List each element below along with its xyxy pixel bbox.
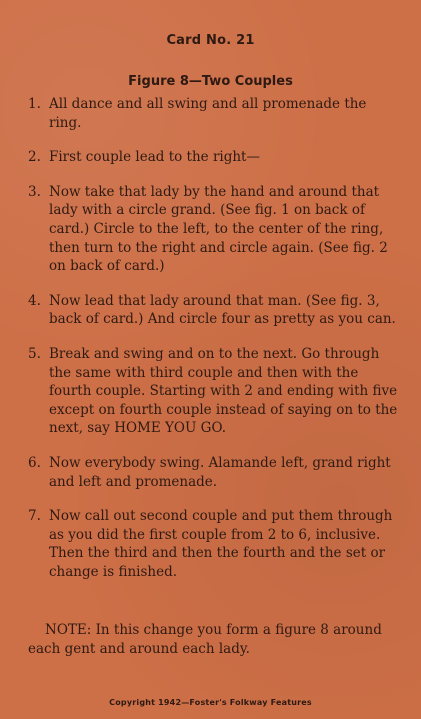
step-text: Now take that lady by the hand and around that lady with a circle grand. (See fig. 1 on back of card.) Circle to the left, to the center of the ring, then turn to the right and circle again. (See fig. 2 on back of card.) bbox=[49, 183, 388, 275]
step-item bbox=[28, 292, 398, 329]
step-number: 1. bbox=[28, 96, 41, 112]
figure-title: Figure 8—Two Couples bbox=[128, 74, 293, 89]
card-number: Card No. 21 bbox=[166, 33, 255, 48]
step-text: Now lead that lady around that man. (See fig. 3, back of card.) And circle four as pretty as you can. bbox=[49, 292, 396, 328]
step-number: 7. bbox=[28, 508, 41, 525]
step-text: First couple lead to the right— bbox=[49, 149, 260, 166]
step-text: Break and swing and on to the next. Go through the same with third couple and then with the fourth couple. Starting with 2 and ending with five except on fourth couple instead of saying on to the next, say HOME YOU GO. bbox=[49, 345, 398, 437]
step-item bbox=[28, 95, 398, 132]
copyright-line: Copyright 1942—Foster's Folkway Features bbox=[109, 698, 312, 707]
step-item bbox=[28, 454, 398, 491]
step-number: 4. bbox=[28, 292, 41, 309]
step-number: 5. bbox=[28, 345, 41, 362]
step-item bbox=[28, 345, 398, 438]
step-item bbox=[28, 507, 398, 581]
step-text: Now call out second couple and put them through as you did the first couple from 2 to 6, inclusive. Then the third and then the fourth and the set or change is finished. bbox=[49, 508, 393, 580]
note-text: NOTE: In this change you form a figure 8 around each gent and around each lady. bbox=[28, 622, 382, 657]
step-number: 6. bbox=[28, 454, 41, 471]
step-number: 2. bbox=[28, 149, 41, 166]
step-number: 3. bbox=[28, 183, 41, 200]
step-text: All dance and all swing and all promenade the ring. bbox=[49, 96, 367, 131]
step-list bbox=[28, 95, 398, 597]
step-item bbox=[28, 183, 398, 276]
step-text: Now everybody swing. Alamande left, grand right and left and promenade. bbox=[49, 454, 391, 490]
step-item bbox=[28, 148, 398, 167]
